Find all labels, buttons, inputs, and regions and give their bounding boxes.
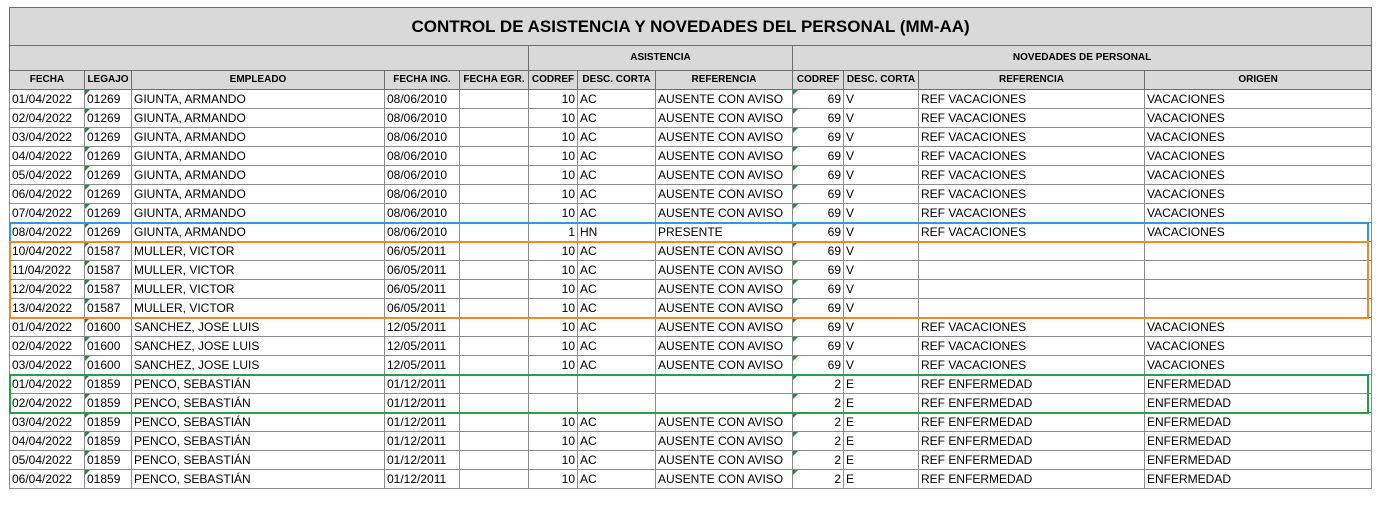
- column-header-asistencia-codref[interactable]: CODREF: [529, 71, 578, 90]
- cell-asistencia-referencia[interactable]: PRESENTE: [656, 223, 793, 242]
- cell-fecha[interactable]: 06/04/2022: [10, 185, 85, 204]
- cell-fecha[interactable]: 03/04/2022: [10, 413, 85, 432]
- cell-asistencia-referencia[interactable]: AUSENTE CON AVISO: [656, 185, 793, 204]
- group-header-asistencia: ASISTENCIA: [529, 46, 793, 71]
- cell-novedades-desc-corta[interactable]: E: [844, 470, 919, 489]
- cell-asistencia-desc-corta[interactable]: HN: [578, 223, 656, 242]
- cell-fecha-egr[interactable]: [460, 90, 529, 109]
- cell-novedades-desc-corta[interactable]: V: [844, 90, 919, 109]
- column-header-asistencia-referencia[interactable]: REFERENCIA: [656, 71, 793, 90]
- cell-empleado[interactable]: PENCO, SEBASTIÁN: [132, 470, 385, 489]
- cell-novedades-codref[interactable]: 69: [793, 90, 844, 109]
- table-row: [10, 394, 1372, 413]
- column-header-row: [10, 71, 1372, 90]
- cell-asistencia-desc-corta[interactable]: AC: [578, 128, 656, 147]
- cell-novedades-referencia[interactable]: REF VACACIONES: [919, 166, 1145, 185]
- cell-asistencia-referencia[interactable]: AUSENTE CON AVISO: [656, 299, 793, 318]
- cell-fecha[interactable]: 07/04/2022: [10, 204, 85, 223]
- cell-legajo[interactable]: 01269: [85, 109, 132, 128]
- cell-legajo[interactable]: 01859: [85, 451, 132, 470]
- cell-novedades-referencia[interactable]: [919, 280, 1145, 299]
- cell-asistencia-referencia[interactable]: [656, 394, 793, 413]
- cell-fecha-egr[interactable]: [460, 242, 529, 261]
- cell-novedades-desc-corta[interactable]: E: [844, 451, 919, 470]
- cell-legajo[interactable]: 01269: [85, 185, 132, 204]
- table-row: [10, 470, 1372, 489]
- cell-legajo[interactable]: 01859: [85, 375, 132, 394]
- cell-legajo[interactable]: 01269: [85, 147, 132, 166]
- table-row: [10, 413, 1372, 432]
- cell-fecha-ing[interactable]: 01/12/2011: [385, 375, 460, 394]
- cell-fecha-egr[interactable]: [460, 394, 529, 413]
- cell-asistencia-codref[interactable]: 10: [529, 299, 578, 318]
- cell-fecha-ing[interactable]: 01/12/2011: [385, 432, 460, 451]
- cell-novedades-desc-corta[interactable]: V: [844, 166, 919, 185]
- cell-empleado[interactable]: PENCO, SEBASTIÁN: [132, 394, 385, 413]
- cell-novedades-desc-corta[interactable]: E: [844, 432, 919, 451]
- table-row: [10, 318, 1372, 337]
- cell-origen[interactable]: ENFERMEDAD: [1145, 375, 1372, 394]
- cell-novedades-codref[interactable]: 69: [793, 280, 844, 299]
- cell-novedades-desc-corta[interactable]: V: [844, 337, 919, 356]
- cell-empleado[interactable]: MULLER, VICTOR: [132, 299, 385, 318]
- cell-fecha[interactable]: 04/04/2022: [10, 147, 85, 166]
- cell-fecha-egr[interactable]: [460, 128, 529, 147]
- cell-legajo[interactable]: 01600: [85, 356, 132, 375]
- cell-fecha-ing[interactable]: 08/06/2010: [385, 90, 460, 109]
- table-row: [10, 147, 1372, 166]
- cell-novedades-desc-corta[interactable]: V: [844, 299, 919, 318]
- cell-empleado[interactable]: SANCHEZ, JOSE LUIS: [132, 356, 385, 375]
- cell-empleado[interactable]: SANCHEZ, JOSE LUIS: [132, 318, 385, 337]
- cell-empleado[interactable]: GIUNTA, ARMANDO: [132, 223, 385, 242]
- cell-fecha[interactable]: 06/04/2022: [10, 470, 85, 489]
- cell-fecha-egr[interactable]: [460, 337, 529, 356]
- cell-empleado[interactable]: PENCO, SEBASTIÁN: [132, 432, 385, 451]
- cell-fecha-ing[interactable]: 08/06/2010: [385, 128, 460, 147]
- column-header-legajo[interactable]: LEGAJO: [85, 71, 132, 90]
- cell-novedades-codref[interactable]: 2: [793, 413, 844, 432]
- cell-asistencia-desc-corta[interactable]: AC: [578, 109, 656, 128]
- cell-fecha[interactable]: 05/04/2022: [10, 451, 85, 470]
- cell-legajo[interactable]: 01859: [85, 470, 132, 489]
- cell-asistencia-desc-corta[interactable]: AC: [578, 451, 656, 470]
- cell-novedades-desc-corta[interactable]: V: [844, 356, 919, 375]
- cell-asistencia-codref[interactable]: 1: [529, 223, 578, 242]
- group-header-row: [10, 46, 1372, 71]
- cell-fecha-egr[interactable]: [460, 432, 529, 451]
- cell-origen[interactable]: [1145, 280, 1372, 299]
- cell-asistencia-desc-corta[interactable]: AC: [578, 166, 656, 185]
- cell-fecha-egr[interactable]: [460, 375, 529, 394]
- cell-asistencia-referencia[interactable]: AUSENTE CON AVISO: [656, 166, 793, 185]
- cell-empleado[interactable]: GIUNTA, ARMANDO: [132, 185, 385, 204]
- cell-fecha-ing[interactable]: 08/06/2010: [385, 223, 460, 242]
- cell-fecha[interactable]: 02/04/2022: [10, 394, 85, 413]
- cell-novedades-codref[interactable]: 69: [793, 318, 844, 337]
- cell-fecha[interactable]: 02/04/2022: [10, 109, 85, 128]
- cell-fecha[interactable]: 11/04/2022: [10, 261, 85, 280]
- cell-asistencia-codref[interactable]: 10: [529, 413, 578, 432]
- cell-fecha[interactable]: 05/04/2022: [10, 166, 85, 185]
- cell-fecha[interactable]: 03/04/2022: [10, 356, 85, 375]
- cell-asistencia-referencia[interactable]: AUSENTE CON AVISO: [656, 204, 793, 223]
- cell-fecha-ing[interactable]: 08/06/2010: [385, 109, 460, 128]
- table-row: [10, 261, 1372, 280]
- cell-novedades-codref[interactable]: 69: [793, 261, 844, 280]
- cell-asistencia-desc-corta[interactable]: AC: [578, 337, 656, 356]
- cell-novedades-referencia[interactable]: REF ENFERMEDAD: [919, 394, 1145, 413]
- cell-origen[interactable]: [1145, 261, 1372, 280]
- table-row: [10, 242, 1372, 261]
- cell-asistencia-desc-corta[interactable]: AC: [578, 432, 656, 451]
- cell-fecha-ing[interactable]: 01/12/2011: [385, 394, 460, 413]
- cell-fecha-egr[interactable]: [460, 356, 529, 375]
- cell-origen[interactable]: ENFERMEDAD: [1145, 413, 1372, 432]
- cell-novedades-desc-corta[interactable]: V: [844, 204, 919, 223]
- group-header-novedades: NOVEDADES DE PERSONAL: [793, 46, 1372, 71]
- cell-novedades-codref[interactable]: 69: [793, 204, 844, 223]
- cell-asistencia-codref[interactable]: 10: [529, 204, 578, 223]
- cell-fecha[interactable]: 08/04/2022: [10, 223, 85, 242]
- cell-fecha-ing[interactable]: 06/05/2011: [385, 242, 460, 261]
- table-row: [10, 204, 1372, 223]
- cell-fecha-egr[interactable]: [460, 223, 529, 242]
- cell-asistencia-codref[interactable]: 10: [529, 242, 578, 261]
- cell-legajo[interactable]: 01859: [85, 413, 132, 432]
- cell-asistencia-referencia[interactable]: AUSENTE CON AVISO: [656, 337, 793, 356]
- column-header-asistencia-desc-corta[interactable]: DESC. CORTA: [578, 71, 656, 90]
- cell-legajo[interactable]: 01269: [85, 166, 132, 185]
- cell-novedades-desc-corta[interactable]: V: [844, 223, 919, 242]
- cell-origen[interactable]: ENFERMEDAD: [1145, 470, 1372, 489]
- cell-origen[interactable]: VACACIONES: [1145, 337, 1372, 356]
- cell-asistencia-desc-corta[interactable]: AC: [578, 242, 656, 261]
- cell-empleado[interactable]: MULLER, VICTOR: [132, 242, 385, 261]
- cell-legajo[interactable]: 01587: [85, 242, 132, 261]
- cell-asistencia-codref[interactable]: 10: [529, 185, 578, 204]
- cell-asistencia-desc-corta[interactable]: AC: [578, 299, 656, 318]
- cell-novedades-referencia[interactable]: REF VACACIONES: [919, 337, 1145, 356]
- cell-empleado[interactable]: GIUNTA, ARMANDO: [132, 109, 385, 128]
- cell-empleado[interactable]: PENCO, SEBASTIÁN: [132, 413, 385, 432]
- cell-asistencia-desc-corta[interactable]: AC: [578, 280, 656, 299]
- cell-novedades-desc-corta[interactable]: E: [844, 375, 919, 394]
- cell-legajo[interactable]: 01600: [85, 337, 132, 356]
- cell-novedades-codref[interactable]: 2: [793, 375, 844, 394]
- cell-fecha-egr[interactable]: [460, 280, 529, 299]
- cell-origen[interactable]: ENFERMEDAD: [1145, 432, 1372, 451]
- cell-fecha[interactable]: 10/04/2022: [10, 242, 85, 261]
- cell-novedades-referencia[interactable]: REF VACACIONES: [919, 185, 1145, 204]
- cell-asistencia-referencia[interactable]: AUSENTE CON AVISO: [656, 109, 793, 128]
- cell-asistencia-codref[interactable]: [529, 394, 578, 413]
- table-row: [10, 90, 1372, 109]
- cell-fecha-egr[interactable]: [460, 109, 529, 128]
- cell-asistencia-codref[interactable]: 10: [529, 166, 578, 185]
- cell-fecha-egr[interactable]: [460, 470, 529, 489]
- table-row: [10, 109, 1372, 128]
- cell-novedades-referencia[interactable]: REF VACACIONES: [919, 109, 1145, 128]
- cell-novedades-codref[interactable]: 69: [793, 166, 844, 185]
- cell-novedades-referencia[interactable]: REF ENFERMEDAD: [919, 451, 1145, 470]
- cell-legajo[interactable]: 01859: [85, 432, 132, 451]
- table-row: [10, 451, 1372, 470]
- cell-fecha-ing[interactable]: 01/12/2011: [385, 413, 460, 432]
- cell-asistencia-codref[interactable]: 10: [529, 147, 578, 166]
- cell-novedades-codref[interactable]: 69: [793, 356, 844, 375]
- cell-fecha[interactable]: 03/04/2022: [10, 128, 85, 147]
- cell-novedades-codref[interactable]: 2: [793, 451, 844, 470]
- cell-novedades-referencia[interactable]: REF ENFERMEDAD: [919, 375, 1145, 394]
- cell-fecha[interactable]: 01/04/2022: [10, 318, 85, 337]
- cell-origen[interactable]: VACACIONES: [1145, 109, 1372, 128]
- cell-novedades-codref[interactable]: 2: [793, 432, 844, 451]
- cell-empleado[interactable]: GIUNTA, ARMANDO: [132, 128, 385, 147]
- cell-novedades-codref[interactable]: 69: [793, 109, 844, 128]
- cell-origen[interactable]: VACACIONES: [1145, 128, 1372, 147]
- cell-legajo[interactable]: 01587: [85, 280, 132, 299]
- cell-origen[interactable]: VACACIONES: [1145, 166, 1372, 185]
- cell-novedades-desc-corta[interactable]: V: [844, 147, 919, 166]
- cell-fecha[interactable]: 13/04/2022: [10, 299, 85, 318]
- cell-novedades-desc-corta[interactable]: V: [844, 185, 919, 204]
- column-header-origen[interactable]: ORIGEN: [1145, 71, 1372, 90]
- column-header-novedades-referencia[interactable]: REFERENCIA: [919, 71, 1145, 90]
- cell-novedades-desc-corta[interactable]: V: [844, 128, 919, 147]
- cell-asistencia-referencia[interactable]: AUSENTE CON AVISO: [656, 470, 793, 489]
- cell-novedades-codref[interactable]: 69: [793, 337, 844, 356]
- cell-legajo[interactable]: 01269: [85, 90, 132, 109]
- cell-novedades-codref[interactable]: 69: [793, 242, 844, 261]
- cell-legajo[interactable]: 01269: [85, 128, 132, 147]
- cell-asistencia-desc-corta[interactable]: AC: [578, 204, 656, 223]
- cell-asistencia-desc-corta[interactable]: AC: [578, 470, 656, 489]
- cell-novedades-referencia[interactable]: REF VACACIONES: [919, 128, 1145, 147]
- cell-novedades-codref[interactable]: 2: [793, 394, 844, 413]
- cell-fecha-ing[interactable]: 06/05/2011: [385, 261, 460, 280]
- table-row: [10, 185, 1372, 204]
- cell-origen[interactable]: ENFERMEDAD: [1145, 451, 1372, 470]
- cell-novedades-codref[interactable]: 2: [793, 470, 844, 489]
- cell-asistencia-referencia[interactable]: AUSENTE CON AVISO: [656, 356, 793, 375]
- cell-asistencia-desc-corta[interactable]: [578, 394, 656, 413]
- cell-fecha-egr[interactable]: [460, 318, 529, 337]
- cell-novedades-desc-corta[interactable]: V: [844, 318, 919, 337]
- cell-origen[interactable]: VACACIONES: [1145, 204, 1372, 223]
- cell-asistencia-codref[interactable]: [529, 375, 578, 394]
- cell-legajo[interactable]: 01600: [85, 318, 132, 337]
- cell-novedades-referencia[interactable]: REF ENFERMEDAD: [919, 432, 1145, 451]
- cell-asistencia-referencia[interactable]: AUSENTE CON AVISO: [656, 432, 793, 451]
- cell-legajo[interactable]: 01587: [85, 299, 132, 318]
- cell-origen[interactable]: [1145, 242, 1372, 261]
- cell-origen[interactable]: VACACIONES: [1145, 223, 1372, 242]
- cell-fecha-ing[interactable]: 12/05/2011: [385, 337, 460, 356]
- cell-novedades-desc-corta[interactable]: E: [844, 394, 919, 413]
- cell-novedades-referencia[interactable]: REF ENFERMEDAD: [919, 413, 1145, 432]
- cell-fecha-egr[interactable]: [460, 204, 529, 223]
- cell-fecha[interactable]: 12/04/2022: [10, 280, 85, 299]
- cell-fecha-ing[interactable]: 08/06/2010: [385, 185, 460, 204]
- cell-fecha[interactable]: 01/04/2022: [10, 375, 85, 394]
- cell-novedades-referencia[interactable]: [919, 261, 1145, 280]
- cell-fecha-egr[interactable]: [460, 185, 529, 204]
- cell-asistencia-desc-corta[interactable]: AC: [578, 90, 656, 109]
- cell-fecha-egr[interactable]: [460, 147, 529, 166]
- cell-fecha-ing[interactable]: 06/05/2011: [385, 299, 460, 318]
- cell-asistencia-desc-corta[interactable]: AC: [578, 147, 656, 166]
- cell-fecha-egr[interactable]: [460, 299, 529, 318]
- cell-fecha[interactable]: 01/04/2022: [10, 90, 85, 109]
- cell-novedades-desc-corta[interactable]: V: [844, 261, 919, 280]
- cell-asistencia-codref[interactable]: 10: [529, 337, 578, 356]
- cell-origen[interactable]: [1145, 299, 1372, 318]
- cell-fecha-egr[interactable]: [460, 413, 529, 432]
- cell-fecha-ing[interactable]: 12/05/2011: [385, 356, 460, 375]
- cell-asistencia-referencia[interactable]: AUSENTE CON AVISO: [656, 90, 793, 109]
- cell-novedades-codref[interactable]: 69: [793, 299, 844, 318]
- cell-legajo[interactable]: 01859: [85, 394, 132, 413]
- table-row: [10, 166, 1372, 185]
- table-row: [10, 223, 1372, 242]
- column-header-novedades-codref[interactable]: CODREF: [793, 71, 844, 90]
- cell-novedades-desc-corta[interactable]: E: [844, 413, 919, 432]
- cell-asistencia-desc-corta[interactable]: AC: [578, 413, 656, 432]
- column-header-novedades-desc-corta[interactable]: DESC. CORTA: [844, 71, 919, 90]
- cell-asistencia-referencia[interactable]: AUSENTE CON AVISO: [656, 451, 793, 470]
- cell-novedades-referencia[interactable]: REF VACACIONES: [919, 90, 1145, 109]
- cell-fecha-egr[interactable]: [460, 166, 529, 185]
- cell-asistencia-codref[interactable]: 10: [529, 356, 578, 375]
- cell-novedades-codref[interactable]: 69: [793, 147, 844, 166]
- cell-novedades-codref[interactable]: 69: [793, 185, 844, 204]
- column-header-fecha[interactable]: FECHA: [10, 71, 85, 90]
- report-title: CONTROL DE ASISTENCIA Y NOVEDADES DEL PERSONAL (MM-AA): [10, 8, 1372, 46]
- cell-novedades-referencia[interactable]: REF VACACIONES: [919, 318, 1145, 337]
- cell-fecha-ing[interactable]: 08/06/2010: [385, 166, 460, 185]
- cell-origen[interactable]: ENFERMEDAD: [1145, 394, 1372, 413]
- cell-novedades-codref[interactable]: 69: [793, 128, 844, 147]
- cell-novedades-referencia[interactable]: REF ENFERMEDAD: [919, 470, 1145, 489]
- cell-asistencia-referencia[interactable]: AUSENTE CON AVISO: [656, 261, 793, 280]
- cell-fecha-ing[interactable]: 08/06/2010: [385, 204, 460, 223]
- column-header-fecha-egr[interactable]: FECHA EGR.: [460, 71, 529, 90]
- cell-asistencia-referencia[interactable]: AUSENTE CON AVISO: [656, 413, 793, 432]
- cell-novedades-referencia[interactable]: REF VACACIONES: [919, 147, 1145, 166]
- cell-novedades-referencia[interactable]: [919, 242, 1145, 261]
- cell-asistencia-referencia[interactable]: [656, 375, 793, 394]
- cell-empleado[interactable]: PENCO, SEBASTIÁN: [132, 375, 385, 394]
- cell-origen[interactable]: VACACIONES: [1145, 90, 1372, 109]
- table-row: [10, 280, 1372, 299]
- cell-fecha-ing[interactable]: 06/05/2011: [385, 280, 460, 299]
- cell-novedades-referencia[interactable]: REF VACACIONES: [919, 356, 1145, 375]
- cell-asistencia-codref[interactable]: 10: [529, 128, 578, 147]
- cell-origen[interactable]: VACACIONES: [1145, 147, 1372, 166]
- cell-legajo[interactable]: 01587: [85, 261, 132, 280]
- cell-asistencia-codref[interactable]: 10: [529, 261, 578, 280]
- cell-empleado[interactable]: GIUNTA, ARMANDO: [132, 166, 385, 185]
- table-row: [10, 375, 1372, 394]
- cell-novedades-desc-corta[interactable]: V: [844, 280, 919, 299]
- cell-novedades-codref[interactable]: 69: [793, 223, 844, 242]
- cell-fecha-egr[interactable]: [460, 451, 529, 470]
- cell-origen[interactable]: VACACIONES: [1145, 356, 1372, 375]
- cell-asistencia-desc-corta[interactable]: AC: [578, 356, 656, 375]
- table-row: [10, 337, 1372, 356]
- cell-fecha-ing[interactable]: 01/12/2011: [385, 470, 460, 489]
- table-row: [10, 356, 1372, 375]
- title-row: [10, 8, 1372, 46]
- cell-empleado[interactable]: MULLER, VICTOR: [132, 280, 385, 299]
- cell-novedades-desc-corta[interactable]: V: [844, 242, 919, 261]
- cell-origen[interactable]: VACACIONES: [1145, 185, 1372, 204]
- cell-fecha-ing[interactable]: 12/05/2011: [385, 318, 460, 337]
- cell-fecha-ing[interactable]: 01/12/2011: [385, 451, 460, 470]
- cell-legajo[interactable]: 01269: [85, 204, 132, 223]
- cell-fecha-egr[interactable]: [460, 261, 529, 280]
- column-header-fecha-ing[interactable]: FECHA ING.: [385, 71, 460, 90]
- cell-empleado[interactable]: GIUNTA, ARMANDO: [132, 204, 385, 223]
- cell-empleado[interactable]: SANCHEZ, JOSE LUIS: [132, 337, 385, 356]
- cell-legajo[interactable]: 01269: [85, 223, 132, 242]
- table-row: [10, 432, 1372, 451]
- spreadsheet: [9, 7, 1371, 489]
- column-header-empleado[interactable]: EMPLEADO: [132, 71, 385, 90]
- cell-asistencia-codref[interactable]: 10: [529, 318, 578, 337]
- table-row: [10, 128, 1372, 147]
- cell-asistencia-codref[interactable]: 10: [529, 470, 578, 489]
- attendance-table: [9, 7, 1372, 489]
- cell-empleado[interactable]: MULLER, VICTOR: [132, 261, 385, 280]
- cell-asistencia-desc-corta[interactable]: AC: [578, 261, 656, 280]
- cell-fecha[interactable]: 04/04/2022: [10, 432, 85, 451]
- cell-empleado[interactable]: PENCO, SEBASTIÁN: [132, 451, 385, 470]
- cell-asistencia-referencia[interactable]: AUSENTE CON AVISO: [656, 318, 793, 337]
- cell-asistencia-referencia[interactable]: AUSENTE CON AVISO: [656, 128, 793, 147]
- cell-asistencia-referencia[interactable]: AUSENTE CON AVISO: [656, 280, 793, 299]
- cell-novedades-referencia[interactable]: REF VACACIONES: [919, 204, 1145, 223]
- table-row: [10, 299, 1372, 318]
- cell-empleado[interactable]: GIUNTA, ARMANDO: [132, 90, 385, 109]
- cell-asistencia-referencia[interactable]: AUSENTE CON AVISO: [656, 147, 793, 166]
- cell-fecha-ing[interactable]: 08/06/2010: [385, 147, 460, 166]
- cell-asistencia-codref[interactable]: 10: [529, 280, 578, 299]
- cell-origen[interactable]: VACACIONES: [1145, 318, 1372, 337]
- cell-asistencia-codref[interactable]: 10: [529, 109, 578, 128]
- cell-asistencia-codref[interactable]: 10: [529, 90, 578, 109]
- cell-novedades-referencia[interactable]: REF VACACIONES: [919, 223, 1145, 242]
- cell-asistencia-codref[interactable]: 10: [529, 451, 578, 470]
- cell-novedades-desc-corta[interactable]: V: [844, 109, 919, 128]
- cell-asistencia-desc-corta[interactable]: AC: [578, 318, 656, 337]
- cell-asistencia-desc-corta[interactable]: AC: [578, 185, 656, 204]
- cell-asistencia-codref[interactable]: 10: [529, 432, 578, 451]
- cell-novedades-referencia[interactable]: [919, 299, 1145, 318]
- cell-asistencia-referencia[interactable]: AUSENTE CON AVISO: [656, 242, 793, 261]
- cell-empleado[interactable]: GIUNTA, ARMANDO: [132, 147, 385, 166]
- cell-asistencia-desc-corta[interactable]: [578, 375, 656, 394]
- group-header-empty: [10, 46, 529, 71]
- cell-fecha[interactable]: 02/04/2022: [10, 337, 85, 356]
